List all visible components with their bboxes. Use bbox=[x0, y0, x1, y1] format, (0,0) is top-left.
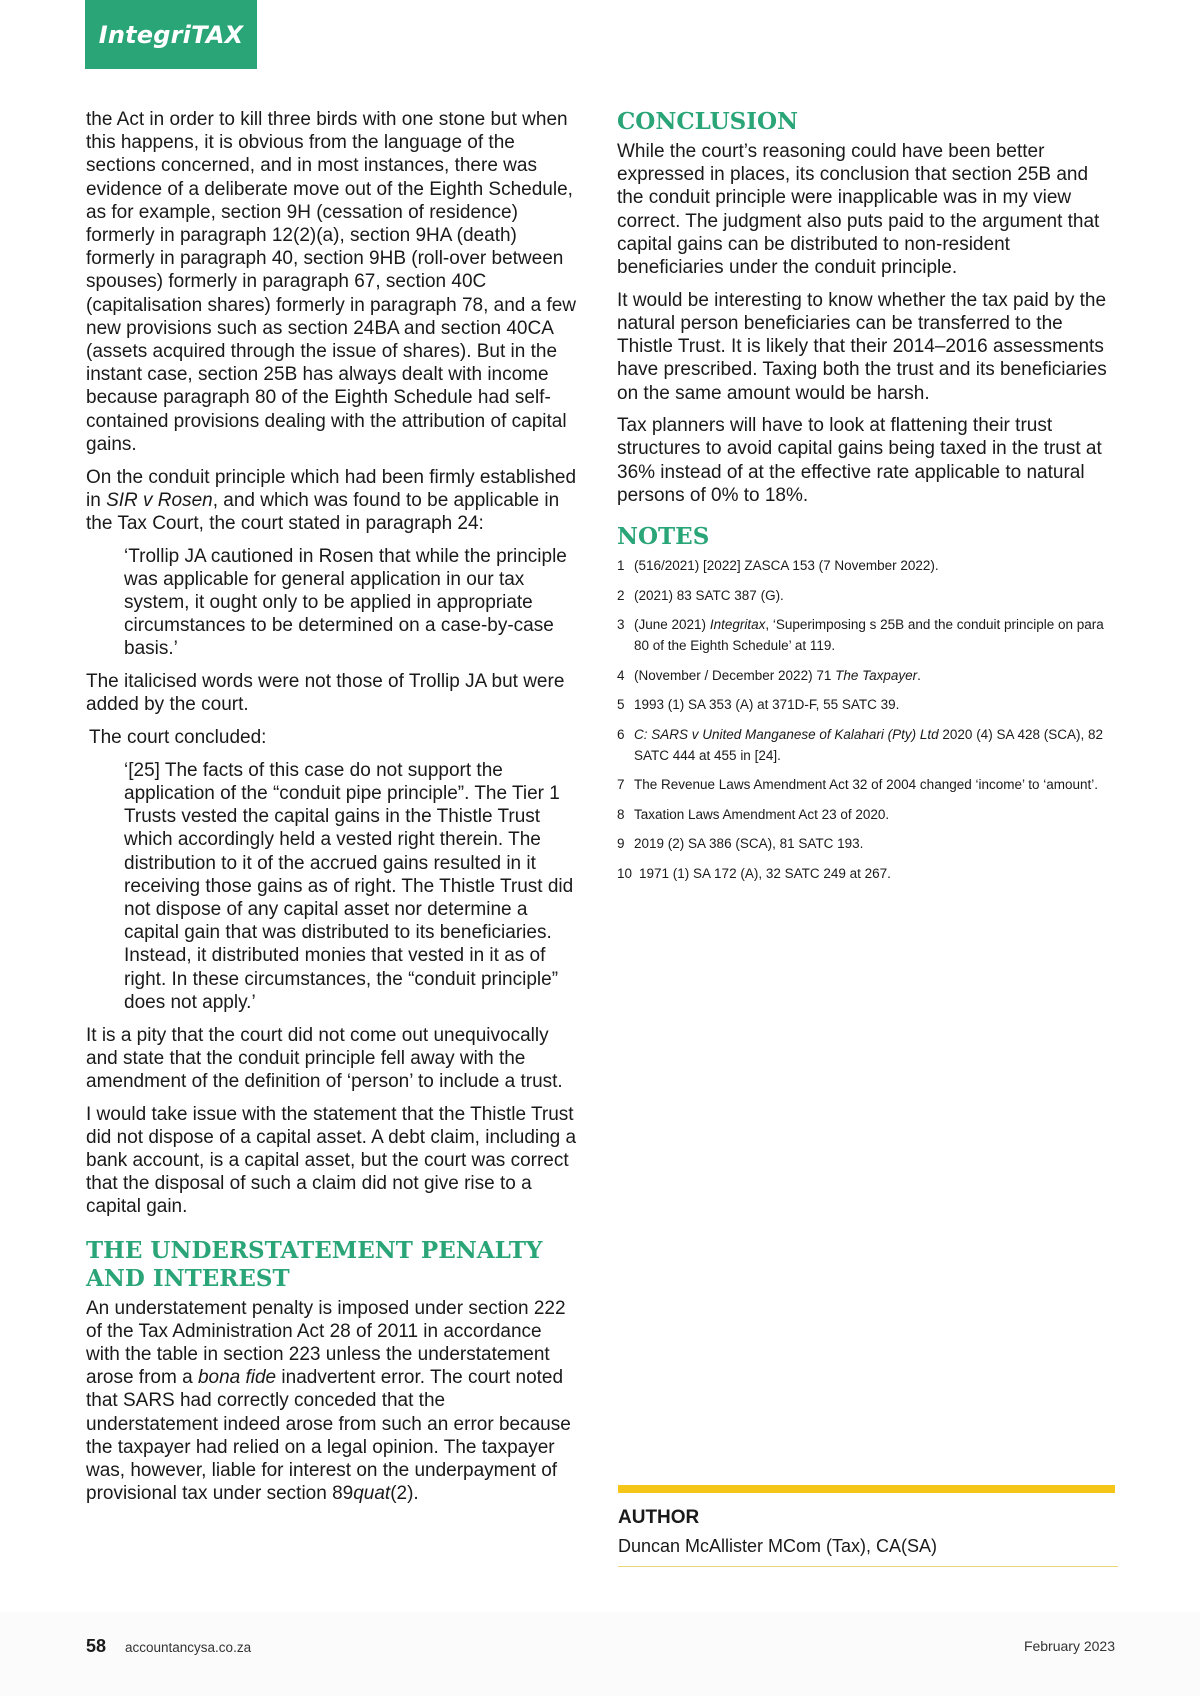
note-item: 1 (516/2021) [2022] ZASCA 153 (7 November 2022). bbox=[617, 558, 939, 574]
section-heading: CONCLUSION bbox=[617, 108, 799, 135]
body-paragraph: On the conduit principle which had been firmly established in SIR v Rosen, and which was found to be applicable in the Tax Court, the court stated in paragraph 24: bbox=[86, 466, 577, 534]
left-column bbox=[86, 108, 580, 1515]
note-item: 7 The Revenue Laws Amendment Act 32 of 2004 changed ‘income’ to ‘amount’. bbox=[617, 777, 1099, 793]
block-quote: ‘Trollip JA cautioned in Rosen that while the principle was applicable for general application in our tax system, it ought only to be applied in appropriate circumstances to be determined on a case-by-case basis.’ bbox=[124, 545, 567, 660]
author-divider bbox=[618, 1566, 1118, 1567]
integritax-logo: IntegriTAX bbox=[85, 0, 257, 69]
issue-date: February 2023 bbox=[1023, 1638, 1115, 1654]
note-item: 5 1993 (1) SA 353 (A) at 371D-F, 55 SATC 39. bbox=[617, 697, 900, 713]
author-name: Duncan McAllister MCom (Tax), CA(SA) bbox=[618, 1536, 938, 1556]
body-paragraph: An understatement penalty is imposed under section 222 of the Tax Administration Act 28 of 2011 in accordance with the table in section 223 unless the understatement arose from a bona fide inadvertent error. The court noted that SARS had correctly conceded that the understatement indeed arose from such an error because the taxpayer had relied on a legal opinion. The taxpayer was, however, liable for interest on the underpayment of provisional tax under section 89quat(2). bbox=[86, 1297, 571, 1505]
note-item: 6 C: SARS v United Manganese of Kalahari (Pty) Ltd 2020 (4) SA 428 (SCA), 82 SATC 444 at 455 in [24]. bbox=[617, 726, 1103, 763]
note-item: 8 Taxation Laws Amendment Act 23 of 2020. bbox=[617, 806, 890, 822]
body-paragraph: While the court’s reasoning could have been better expressed in places, its conclusion that section 25B and the conduit principle were inapplicable was in my view correct. The judgment also puts paid to the argument that capital gains can be distributed to non-resident beneficiaries under the conduit principle. bbox=[617, 141, 1100, 279]
notes-list bbox=[617, 555, 1117, 884]
note-item: 2 (2021) 83 SATC 387 (G). bbox=[617, 587, 784, 603]
author-accent-bar bbox=[618, 1485, 1115, 1493]
body-paragraph: The italicised words were not those of Trollip JA but were added by the court. bbox=[86, 671, 565, 716]
block-quote: ‘[25] The facts of this case do not support the application of the “conduit pipe principle”. The Tier 1 Trusts vested the capital gains in the Thistle Trust which accordingly held a vested right therein. The distribution to it of the accrued gains resulted in it receiving those gains as of right. The Thistle Trust did not dispose of any capital asset nor determine a capital gain that was distributed to its beneficiaries. Instead, it distributed monies that vested in it as of right. In these circumstances, the “conduit principle” does not apply.’ bbox=[124, 759, 574, 1013]
body-paragraph: the Act in order to kill three birds with one stone but when this happens, it is obvious from the language of the sections concerned, and in most instances, there was evidence of a deliberate move out of the Eighth Schedule, as for example, section 9H (cessation of residence) formerly in paragraph 12(2)(a), section 9HA (death) formerly in paragraph 40, section 9HB (roll-over between spouses) formerly in paragraph 67, section 40C (capitalisation shares) formerly in paragraph 78, and a few new provisions such as section 24BA and section 40CA (assets acquired through the issue of shares). But in the instant case, section 25B has always dealt with income because paragraph 80 of the Eighth Schedule had self-contained provisions dealing with the attribution of capital gains. bbox=[86, 109, 577, 455]
body-paragraph: The court concluded: bbox=[89, 727, 267, 749]
section-heading: NOTES bbox=[617, 523, 710, 551]
note-item: 9 2019 (2) SA 386 (SCA), 81 SATC 193. bbox=[617, 836, 864, 852]
website-link[interactable]: accountancysa.co.za bbox=[125, 1640, 252, 1655]
body-paragraph: It would be interesting to know whether the tax paid by the natural person beneficiaries can be transferred to the Thistle Trust. It is likely that their 2014–2016 assessments have prescribed. Taxing both the trust and its beneficiaries on the same amount would be harsh. bbox=[617, 289, 1107, 404]
body-paragraph: It is a pity that the court did not come out unequivocally and state that the conduit principle fell away with the amendment of the definition of ‘person’ to include a trust. bbox=[86, 1024, 563, 1092]
note-item: 4 (November / December 2022) 71 The Taxpayer. bbox=[617, 667, 921, 683]
right-column bbox=[617, 108, 1117, 892]
note-item: 3 (June 2021) Integritax, ‘Superimposing s 25B and the conduit principle on para 80 of the Eighth Schedule’ at 119. bbox=[617, 617, 1104, 654]
section-heading: THE UNDERSTATEMENT PENALTY AND INTEREST bbox=[86, 1236, 543, 1292]
author-label: AUTHOR bbox=[618, 1507, 700, 1528]
note-item: 10 1971 (1) SA 172 (A), 32 SATC 249 at 267. bbox=[617, 865, 891, 881]
body-paragraph: I would take issue with the statement that the Thistle Trust did not dispose of a capital asset. A debt claim, including a bank account, is a capital asset, but the court was correct that the disposal of such a claim did not give rise to a capital gain. bbox=[86, 1103, 577, 1218]
body-paragraph: Tax planners will have to look at flattening their trust structures to avoid capital gains being taxed in the trust at 36% instead of at the effective rate applicable to natural persons of 0% to 18%. bbox=[617, 415, 1102, 506]
page-number: 58 bbox=[86, 1636, 107, 1656]
